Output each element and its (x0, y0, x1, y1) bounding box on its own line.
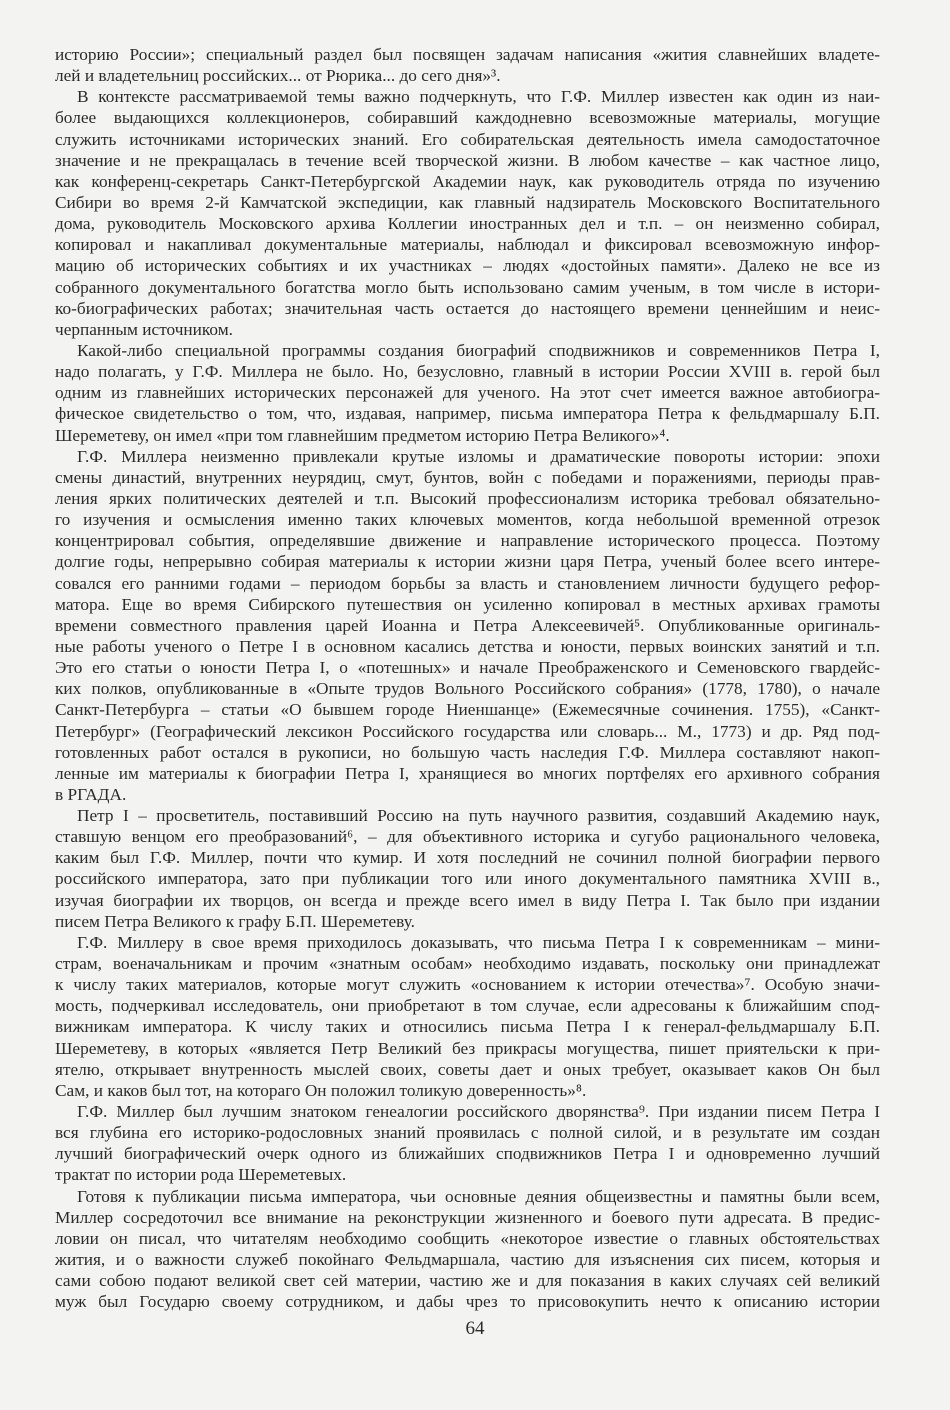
text-line: ставшую венцом его преобразований⁶, – для объективного историка и сугубо рационального человека, (55, 827, 880, 847)
text-line: Петр I – просветитель, поставивший Россию на путь научного развития, создавший Академию наук, (77, 806, 880, 826)
text-line: матора. Еще во время Сибирского путешествия он усиленно копировал в местных архивах грамоты (55, 594, 880, 614)
paragraph (55, 44, 880, 86)
text-line: муж был Государю своему сотрудником, и дабы чрез то присовокупить нечто к описанию истории (55, 1292, 880, 1312)
text-line: ленные им материалы к биографии Петра I, хранящиеся во многих портфелях его архивного собрания (55, 763, 880, 783)
text-line: российского императора, зато при публикации того или иного документального памятника XVIII в., (55, 869, 880, 889)
text-line: ные работы ученого о Петре I в основном касались детства и юности, первых воинских занятий и т.п. (55, 636, 880, 656)
text-line: историю России»; специальный раздел был посвящен задачам написания «жития славнейших владете- (55, 45, 880, 64)
paragraph (55, 805, 880, 932)
text-line: лучший биографический очерк одного из ближайших сподвижников Петра I и одновременно лучший (55, 1144, 880, 1164)
text-line: мацию об исторических событиях и их участниках – людях «достойных памяти». Далеко не все из (55, 256, 880, 276)
text-line: го изучения и осмысления именно таких ключевых моментов, когда небольшой временной отрезок (55, 510, 880, 530)
text-line: смены династий, внутренних неурядиц, смут, бунтов, войн с победами и поражениями, периоды прав- (55, 467, 880, 487)
text-line: одним из главнейших исторических персонажей для ученого. На этот счет имеется важное автобиогра- (55, 383, 880, 403)
text-line: копировал и накапливал документальные материалы, наблюдал и фиксировал всевозможную инфор- (55, 235, 880, 255)
text-line: Готовя к публикации письма императора, чьи основные деяния общеизвестны и памятны были всем, (77, 1186, 880, 1206)
text-line: писем Петра Великого к графу Б.П. Шереметеву. (55, 911, 415, 931)
text-line: дома, руководитель Московского архива Коллегии иностранных дел и т.п. – он неизменно собирал, (55, 214, 880, 234)
text-line: страм, военачальникам и прочим «знатным особам» необходимо издавать, поскольку они принадлежат (55, 954, 880, 974)
text-line: мость, подчеркивал исследователь, они приобретают в том случае, если адресованы к ближайшим спод- (55, 996, 880, 1016)
text-line: более выдающихся коллекционеров, собиравший каждодневно всевозможные материалы, могущие (55, 108, 880, 128)
text-line: вижникам императора. К числу таких и относились письма Петра I к генерал-фельдмаршалу Б.П. (55, 1017, 880, 1037)
text-line: значение и не прекращалась в течение всей творческой жизни. В любом качестве – как частное лицо, (55, 150, 880, 170)
text-line: каким был Г.Ф. Миллер, почти что кумир. И хотя последний не сочинил полной биографии первого (55, 848, 880, 868)
text-line: Сибири во время 2-й Камчатской экспедиции, как главный надзиратель Московского Воспитательного (55, 192, 880, 212)
text-line: Шереметеву, он имел «при том главнейшим предметом историю Петра Великого»⁴. (55, 425, 670, 445)
text-line: как конференц-секретарь Санкт-Петербургской Академии наук, как руководитель отряда по изучению (55, 171, 880, 191)
text-line: ловии он писал, что читателям необходимо сообщить «некоторое известие о главных обстоятельствах (55, 1228, 880, 1248)
paragraph (55, 86, 880, 340)
text-line: в РГАДА. (55, 784, 127, 804)
body-text (55, 44, 880, 1312)
text-line: Миллер сосредоточил все внимание на реконструкции жизненного и боевого пути адресата. В предис- (55, 1207, 880, 1227)
text-line: ления ярких политических деятелей и т.п. Высокий профессионализм историка требовал обязательно- (55, 488, 880, 508)
text-line: Это его статьи о юности Петра I, о «потешных» и начале Преображенского и Семеновского гвардейс- (55, 658, 880, 678)
text-line: фическое свидетельство о том, что, издавая, например, письма императора Петра к фельдмаршалу Б.П. (55, 404, 880, 424)
paragraph (55, 1101, 880, 1186)
text-line: Г.Ф. Миллеру в свое время приходилось доказывать, что письма Петра I к современникам – мини- (77, 932, 880, 952)
text-line: совался его ранними годами – периодом борьбы за власть и становлением личности будущего рефор- (55, 573, 880, 593)
text-line: собранного документального богатства могло быть использовано самим ученым, в том числе в истори- (55, 277, 880, 297)
text-line: Какой-либо специальной программы создания биографий сподвижников и современников Петра I, (77, 340, 880, 360)
text-line: изучая биографии их творцов, он всегда и прежде всего имел в виду Петра I. Так было при издании (55, 890, 880, 910)
text-line: служить источниками исторических знаний. Его собирательская деятельность имела самодостаточное (55, 129, 880, 149)
paragraph (55, 446, 880, 805)
text-line: трактат по истории рода Шереметевых. (55, 1165, 347, 1185)
page-number: 64 (465, 1318, 485, 1339)
text-line: вся глубина его историко-родословных знаний проявилась с полной силой, и в результате им создан (55, 1123, 880, 1143)
paragraph (55, 1186, 880, 1313)
text-line: времени совместного правления царей Иоанна и Петра Алексеевичей⁵. Опубликованные оригиналь- (55, 615, 880, 635)
text-line: к числу таких материалов, которые могут служить «основанием к истории отечества»⁷. Особую значи- (55, 975, 880, 995)
text-line: черпанным источником. (55, 319, 233, 339)
text-line: Санкт-Петербурга – статьи «О бывшем городе Ниеншанце» (Ежемесячные сочинения. 1755), «Санкт- (55, 700, 880, 720)
paragraph (55, 932, 880, 1101)
text-line: готовленных работ остался в рукописи, но большую часть наследия Г.Ф. Миллера составляют накоп- (55, 742, 880, 762)
text-line: ко-биографических работах; значительная часть остается до настоящего времени ценнейшим и неис- (55, 298, 880, 318)
text-line: лей и владетельниц российских... от Рюрика... до сего дня»³. (55, 66, 501, 86)
text-line: Г.Ф. Миллер был лучшим знатоком генеалогии российского дворянства⁹. При издании писем Петра I (77, 1102, 880, 1122)
text-line: жития, и о важности служеб покойнаго Фельдмаршала, частию для изъяснения сих писем, которыя и (55, 1250, 880, 1270)
text-line: надо полагать, у Г.Ф. Миллера не было. Но, безусловно, главный в истории России XVIII в. герой был (55, 362, 880, 382)
text-line: ких полков, опубликованные в «Опыте трудов Вольного Российского собрания» (1778, 1780), о начале (55, 679, 880, 699)
text-line: Г.Ф. Миллера неизменно привлекали крутые изломы и драматические повороты истории: эпохи (77, 446, 880, 466)
text-line: Петербург» (Географический лексикон Российского государства или словарь... М., 1773) и др. Ряд под- (55, 721, 880, 741)
text-line: Шереметеву, в которых «является Петр Великий без прикрасы могущества, пишет приятельски к при- (55, 1038, 880, 1058)
text-line: В контексте рассматриваемой темы важно подчеркнуть, что Г.Ф. Миллер известен как один из наи- (77, 87, 880, 107)
text-line: Сам, и каков был тот, на котораго Он положил толикую доверенность»⁸. (55, 1080, 587, 1100)
text-line: ятелю, открывает внутренность мыслей своих, советы дает и оных требует, оказывает каков Он был (55, 1059, 880, 1079)
text-line: долгие годы, непрерывно собирая материалы к истории жизни царя Петра, ученый более всего интере- (55, 552, 880, 572)
text-line: концентрировал события, определявшие движение и направление исторического процесса. Поэтому (55, 531, 880, 551)
text-line: сами собою подают великой свет сей материи, частию же и для показания в каких случаях сей великий (55, 1271, 880, 1291)
paragraph (55, 340, 880, 446)
